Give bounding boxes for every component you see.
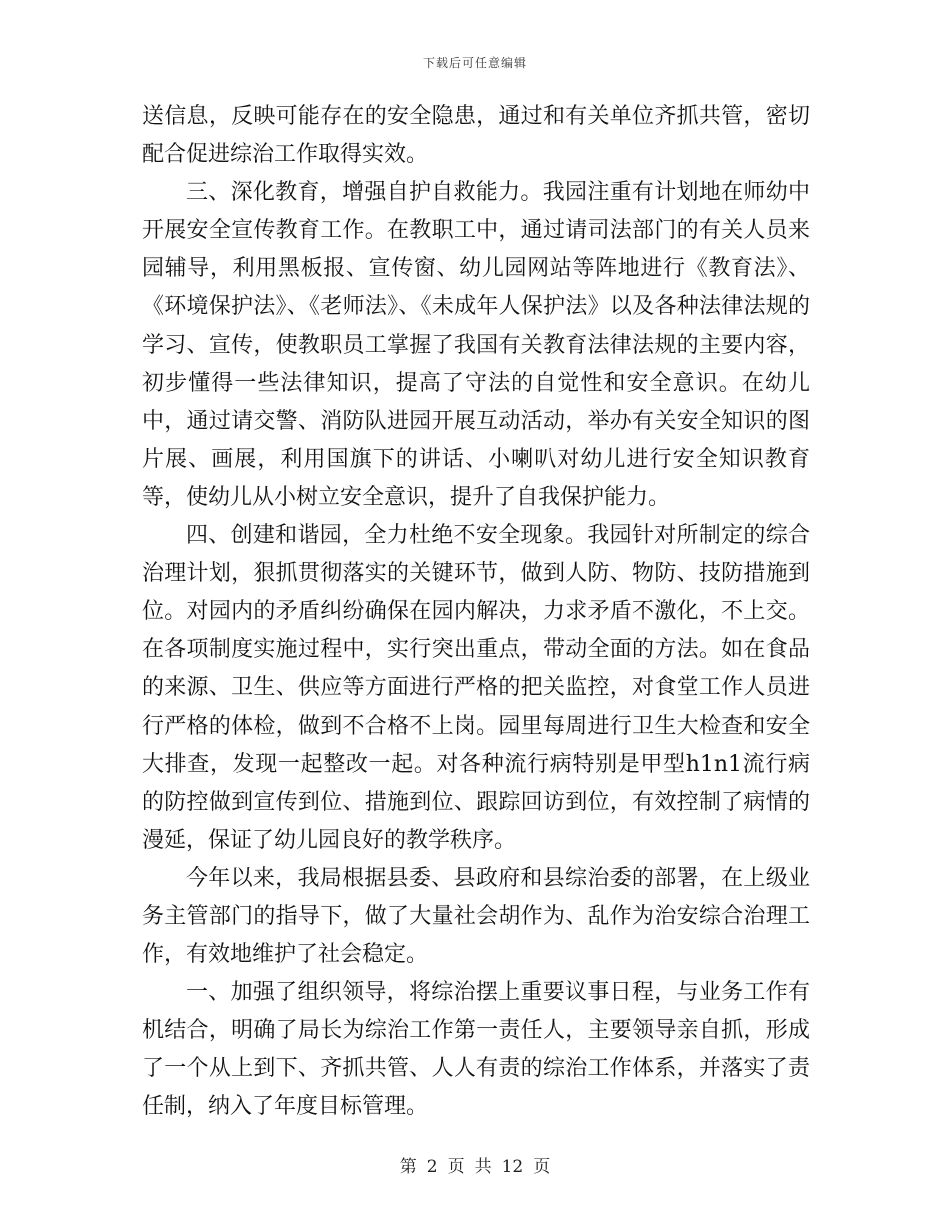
footer-total-pages: 12 (501, 1157, 524, 1177)
header-note: 下载后可任意编辑 (422, 56, 527, 70)
page-footer (0, 1152, 950, 1177)
footer-page-number: 2 (426, 1157, 438, 1177)
footer-label-di: 第 (399, 1157, 417, 1177)
document-body (142, 98, 810, 1127)
footer-label-gong: 共 (474, 1157, 492, 1177)
paragraph-4: 今年以来，我局根据县委、县政府和县综治委的部署，在上级业务主管部门的指导下，做了大量社会胡作为、乱作为治安综合治理工作，有效地维护了社会稳定。 (142, 865, 810, 968)
paragraph-2: 三、深化教育，增强自护自救能力。我园注重有计划地在师幼中开展安全宣传教育工作。在教职工中，通过请司法部门的有关人员来园辅导，利用黑板报、宣传窗、幼儿园网站等阵地进行《教育法》、《环境保护法》、《老师法》、《未成年人保护法》以及各种法律法规的学习、宣传，使教职员工掌握了我国有关教育法律法规的主要内容，初步懂得一些法律知识，提高了守法的自觉性和安全意识。在幼儿中，通过请交警、消防队进园开展互动活动，举办有关安全知识的图片展、画展，利用国旗下的讲话、小喇叭对幼儿进行安全知识教育等，使幼儿从小树立安全意识，提升了自我保护能力。 (142, 180, 810, 510)
footer-label-ye: 页 (447, 1157, 465, 1177)
footer-label-ye2: 页 (533, 1157, 551, 1177)
paragraph-1: 送信息，反映可能存在的安全隐患，通过和有关单位齐抓共管，密切配合促进综治工作取得实效。 (142, 104, 810, 168)
paragraph-5: 一、加强了组织领导，将综治摆上重要议事日程，与业务工作有机结合，明确了局长为综治工作第一责任人，主要领导亲自抓，形成了一个从上到下、齐抓共管、人人有责的综治工作体系，并落实了责任制，纳入了年度目标管理。 (142, 980, 810, 1120)
paragraph-3: 四、创建和谐园，全力杜绝不安全现象。我园针对所制定的综合治理计划，狠抓贯彻落实的关键环节，做到人防、物防、技防措施到位。对园内的矛盾纠纷确保在园内解决，力求矛盾不激化，不上交。在各项制度实施过程中，实行突出重点，带动全面的方法。如在食品的来源、卫生、供应等方面进行严格的把关监控，对食堂工作人员进行严格的体检，做到不合格不上岗。园里每周进行卫生大检查和安全大排查，发现一起整改一起。对各种流行病特别是甲型h1n1流行病的防控做到宣传到位、措施到位、跟踪回访到位，有效控制了病情的漫延，保证了幼儿园良好的教学秩序。 (142, 523, 810, 853)
